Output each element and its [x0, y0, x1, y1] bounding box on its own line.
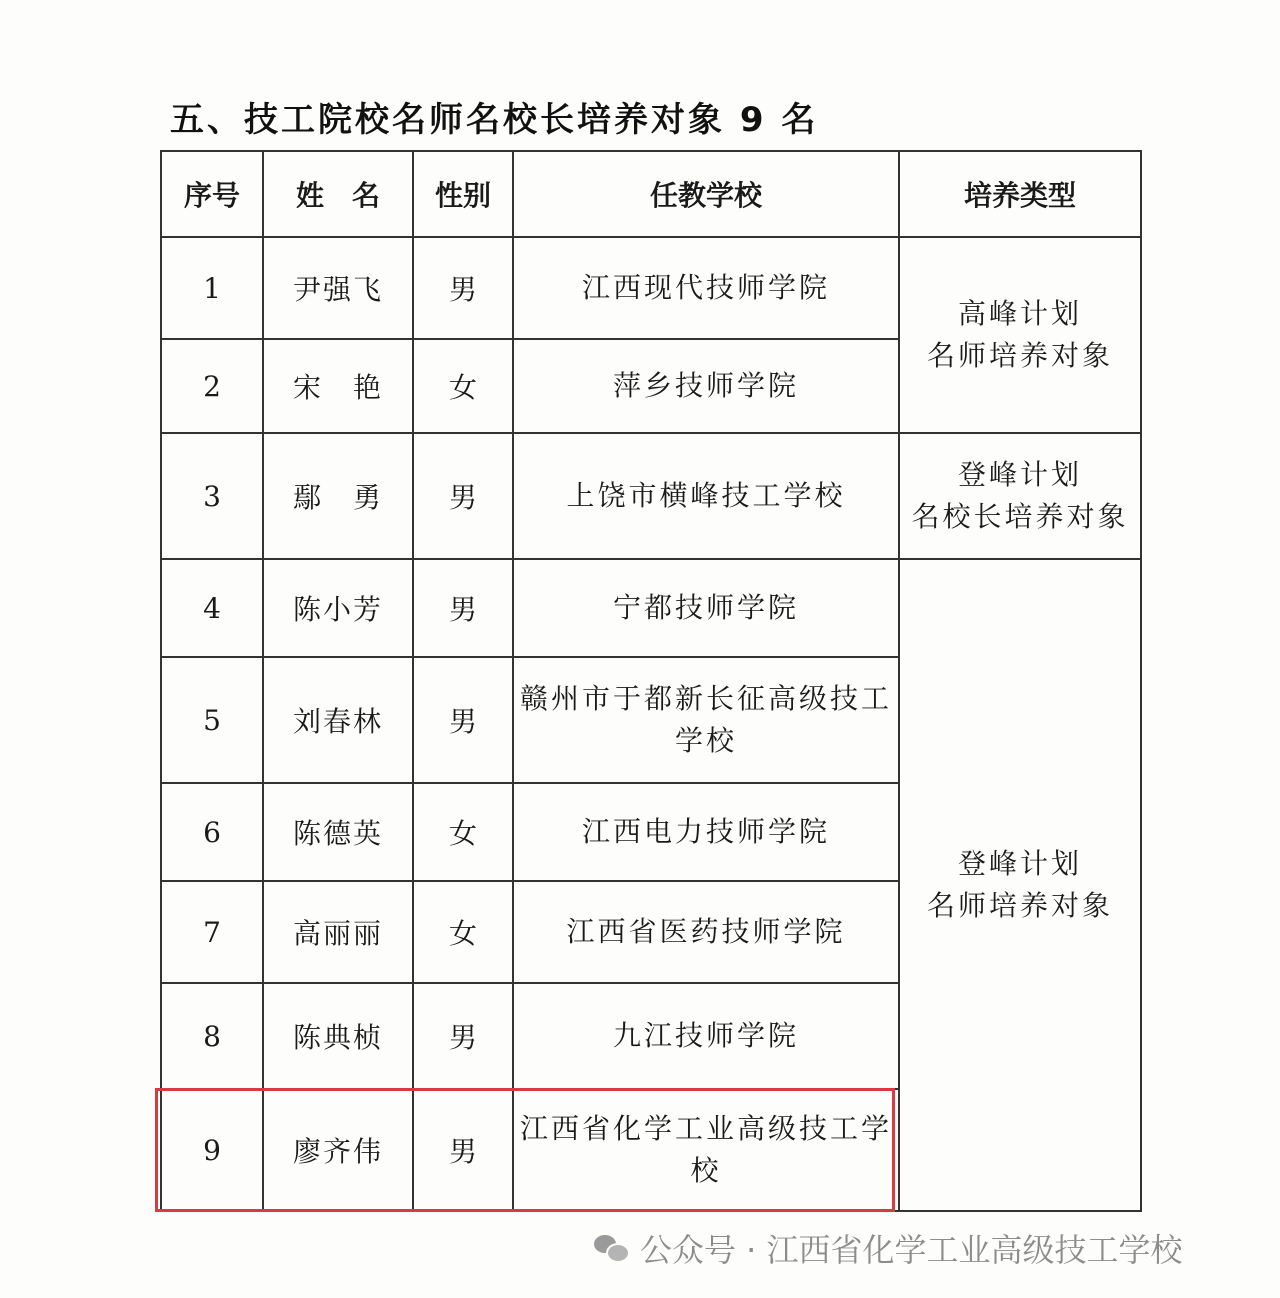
cell-name: 宋 艳 — [263, 339, 413, 433]
cell-name: 陈典桢 — [263, 983, 413, 1089]
cell-name: 陈德英 — [263, 783, 413, 881]
cell-gender: 男 — [413, 1089, 513, 1211]
cell-name: 高丽丽 — [263, 881, 413, 983]
cell-gender: 女 — [413, 783, 513, 881]
cell-seq: 7 — [161, 881, 263, 983]
header-school: 任教学校 — [513, 151, 899, 237]
cell-name: 鄢 勇 — [263, 433, 413, 559]
cell-seq: 4 — [161, 559, 263, 657]
type-line-1: 高峰计划 — [957, 297, 1082, 330]
cell-type — [899, 433, 1141, 559]
cell-gender: 男 — [413, 237, 513, 339]
cell-gender: 男 — [413, 559, 513, 657]
cell-school: 宁都技师学院 — [513, 559, 899, 657]
cell-school: 江西省化学工业高级技工学校 — [513, 1089, 899, 1211]
header-seq: 序号 — [161, 151, 263, 237]
cell-name: 刘春林 — [263, 657, 413, 783]
cell-gender: 女 — [413, 881, 513, 983]
cell-school: 江西省医药技师学院 — [513, 881, 899, 983]
section-title: 五、技工院校名师名校长培养对象 9 名 — [170, 100, 819, 140]
wechat-icon — [594, 1233, 628, 1263]
cell-type — [899, 237, 1141, 433]
cell-seq: 6 — [161, 783, 263, 881]
table-row — [161, 559, 1141, 657]
table-header-row — [161, 151, 1141, 237]
cell-seq: 8 — [161, 983, 263, 1089]
cell-name: 陈小芳 — [263, 559, 413, 657]
cell-school: 江西电力技师学院 — [513, 783, 899, 881]
type-line-2: 名师培养对象 — [926, 889, 1113, 922]
cell-seq: 9 — [161, 1089, 263, 1211]
cell-type — [899, 559, 1141, 1211]
type-line-1: 登峰计划 — [957, 847, 1082, 880]
cell-gender: 男 — [413, 983, 513, 1089]
watermark-text: 公众号 · 江西省化学工业高级技工学校 — [640, 1231, 1183, 1269]
type-line-1: 登峰计划 — [957, 458, 1082, 491]
cell-school: 萍乡技师学院 — [513, 339, 899, 433]
cell-seq: 1 — [161, 237, 263, 339]
cell-gender: 男 — [413, 433, 513, 559]
cell-school: 九江技师学院 — [513, 983, 899, 1089]
trainee-table — [160, 150, 1142, 1212]
cell-school: 上饶市横峰技工学校 — [513, 433, 899, 559]
cell-gender: 男 — [413, 657, 513, 783]
header-name: 姓 名 — [263, 151, 413, 237]
watermark — [594, 1226, 1183, 1270]
cell-seq: 5 — [161, 657, 263, 783]
header-gender: 性别 — [413, 151, 513, 237]
cell-name: 尹强飞 — [263, 237, 413, 339]
cell-seq: 3 — [161, 433, 263, 559]
type-line-2: 名校长培养对象 — [911, 500, 1129, 533]
cell-seq: 2 — [161, 339, 263, 433]
cell-school: 江西现代技师学院 — [513, 237, 899, 339]
table-row — [161, 237, 1141, 339]
cell-school: 赣州市于都新长征高级技工学校 — [513, 657, 899, 783]
cell-name: 廖齐伟 — [263, 1089, 413, 1211]
header-type: 培养类型 — [899, 151, 1141, 237]
cell-gender: 女 — [413, 339, 513, 433]
table-row — [161, 433, 1141, 559]
type-line-2: 名师培养对象 — [926, 339, 1113, 372]
